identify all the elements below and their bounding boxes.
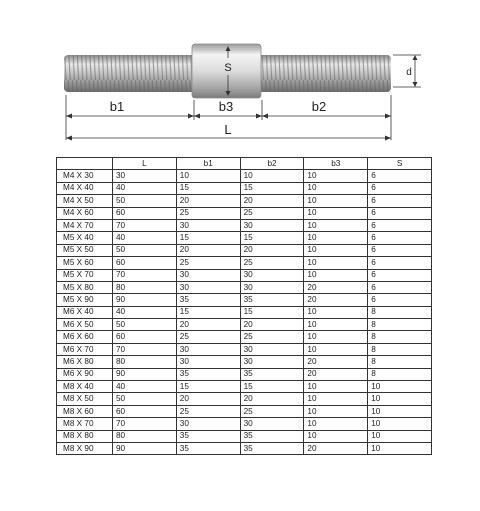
value-cell: 35 bbox=[240, 430, 304, 442]
value-cell: 25 bbox=[240, 331, 304, 343]
value-cell: 20 bbox=[304, 442, 368, 454]
value-cell: 10 bbox=[304, 331, 368, 343]
value-cell: 30 bbox=[113, 170, 177, 182]
value-cell: 40 bbox=[113, 182, 177, 194]
model-cell: M8 X 60 bbox=[57, 405, 113, 417]
value-cell: 60 bbox=[113, 207, 177, 219]
value-cell: 80 bbox=[113, 430, 177, 442]
value-cell: 25 bbox=[240, 257, 304, 269]
value-cell: 70 bbox=[113, 418, 177, 430]
value-cell: 10 bbox=[368, 430, 432, 442]
value-cell: 15 bbox=[176, 232, 240, 244]
value-cell: 90 bbox=[113, 442, 177, 454]
value-cell: 30 bbox=[176, 343, 240, 355]
value-cell: 6 bbox=[368, 294, 432, 306]
model-cell: M4 X 40 bbox=[57, 182, 113, 194]
value-cell: 30 bbox=[176, 281, 240, 293]
value-cell: 25 bbox=[240, 207, 304, 219]
value-cell: 6 bbox=[368, 182, 432, 194]
table-row bbox=[57, 381, 432, 393]
value-cell: 60 bbox=[113, 331, 177, 343]
table-row bbox=[57, 418, 432, 430]
value-cell: 70 bbox=[113, 343, 177, 355]
model-cell: M5 X 70 bbox=[57, 269, 113, 281]
segment-dimensions bbox=[66, 99, 391, 119]
value-cell: 25 bbox=[176, 405, 240, 417]
table-row bbox=[57, 331, 432, 343]
value-cell: 10 bbox=[304, 269, 368, 281]
model-cell: M6 X 40 bbox=[57, 306, 113, 318]
value-cell: 10 bbox=[176, 170, 240, 182]
value-cell: 8 bbox=[368, 343, 432, 355]
value-cell: 20 bbox=[304, 356, 368, 368]
column-header: b1 bbox=[176, 158, 240, 170]
model-cell: M6 X 80 bbox=[57, 356, 113, 368]
value-cell: 35 bbox=[240, 368, 304, 380]
value-cell: 35 bbox=[240, 294, 304, 306]
table-row bbox=[57, 182, 432, 194]
value-cell: 6 bbox=[368, 207, 432, 219]
table-row bbox=[57, 219, 432, 231]
value-cell: 6 bbox=[368, 269, 432, 281]
model-cell: M8 X 50 bbox=[57, 393, 113, 405]
value-cell: 20 bbox=[176, 244, 240, 256]
value-cell: 10 bbox=[304, 232, 368, 244]
value-cell: 10 bbox=[304, 393, 368, 405]
value-cell: 10 bbox=[304, 182, 368, 194]
table-header-row bbox=[57, 158, 432, 170]
value-cell: 35 bbox=[176, 442, 240, 454]
thread-diameter-label: d bbox=[406, 67, 412, 78]
model-cell: M6 X 50 bbox=[57, 319, 113, 331]
value-cell: 30 bbox=[240, 418, 304, 430]
value-cell: 8 bbox=[368, 306, 432, 318]
value-cell: 30 bbox=[240, 356, 304, 368]
table-row bbox=[57, 442, 432, 454]
value-cell: 10 bbox=[368, 393, 432, 405]
total-length-dimension bbox=[66, 122, 391, 141]
table-row bbox=[57, 306, 432, 318]
value-cell: 10 bbox=[304, 257, 368, 269]
value-cell: 90 bbox=[113, 294, 177, 306]
value-cell: 30 bbox=[240, 269, 304, 281]
value-cell: 60 bbox=[113, 257, 177, 269]
value-cell: 10 bbox=[240, 170, 304, 182]
value-cell: 30 bbox=[176, 418, 240, 430]
value-cell: 15 bbox=[240, 381, 304, 393]
value-cell: 10 bbox=[368, 405, 432, 417]
table-row bbox=[57, 281, 432, 293]
value-cell: 10 bbox=[368, 381, 432, 393]
value-cell: 20 bbox=[240, 319, 304, 331]
model-cell: M6 X 70 bbox=[57, 343, 113, 355]
value-cell: 30 bbox=[240, 219, 304, 231]
value-cell: 40 bbox=[113, 232, 177, 244]
value-cell: 20 bbox=[240, 244, 304, 256]
table-row bbox=[57, 368, 432, 380]
table-row bbox=[57, 244, 432, 256]
value-cell: 10 bbox=[304, 207, 368, 219]
value-cell: 6 bbox=[368, 257, 432, 269]
model-cell: M5 X 40 bbox=[57, 232, 113, 244]
value-cell: 6 bbox=[368, 281, 432, 293]
value-cell: 25 bbox=[176, 257, 240, 269]
value-cell: 30 bbox=[176, 356, 240, 368]
thread-diameter-dimension bbox=[393, 55, 421, 87]
value-cell: 10 bbox=[304, 306, 368, 318]
column-header: b3 bbox=[304, 158, 368, 170]
table-row bbox=[57, 170, 432, 182]
value-cell: 15 bbox=[176, 182, 240, 194]
total-length-label: L bbox=[224, 122, 232, 137]
column-header: b2 bbox=[240, 158, 304, 170]
value-cell: 50 bbox=[113, 244, 177, 256]
table-row bbox=[57, 269, 432, 281]
value-cell: 30 bbox=[240, 281, 304, 293]
value-cell: 10 bbox=[304, 343, 368, 355]
column-header: S bbox=[368, 158, 432, 170]
value-cell: 35 bbox=[176, 430, 240, 442]
model-cell: M5 X 90 bbox=[57, 294, 113, 306]
value-cell: 50 bbox=[113, 195, 177, 207]
model-cell: M8 X 40 bbox=[57, 381, 113, 393]
value-cell: 6 bbox=[368, 232, 432, 244]
value-cell: 20 bbox=[304, 281, 368, 293]
table-row bbox=[57, 343, 432, 355]
value-cell: 40 bbox=[113, 306, 177, 318]
model-cell: M6 X 60 bbox=[57, 331, 113, 343]
table-row bbox=[57, 356, 432, 368]
dimension-spec-table bbox=[56, 157, 432, 455]
value-cell: 10 bbox=[368, 418, 432, 430]
table-row bbox=[57, 232, 432, 244]
value-cell: 30 bbox=[176, 219, 240, 231]
value-cell: 35 bbox=[176, 368, 240, 380]
value-cell: 20 bbox=[176, 319, 240, 331]
value-cell: 10 bbox=[304, 405, 368, 417]
table-row bbox=[57, 430, 432, 442]
value-cell: 25 bbox=[176, 331, 240, 343]
model-cell: M5 X 50 bbox=[57, 244, 113, 256]
column-header: L bbox=[113, 158, 177, 170]
stud-bolt-diagram bbox=[0, 0, 480, 150]
table-row bbox=[57, 294, 432, 306]
table-row bbox=[57, 257, 432, 269]
model-cell: M5 X 80 bbox=[57, 281, 113, 293]
value-cell: 20 bbox=[304, 294, 368, 306]
value-cell: 15 bbox=[176, 306, 240, 318]
value-cell: 6 bbox=[368, 219, 432, 231]
value-cell: 10 bbox=[304, 244, 368, 256]
b3-label: b3 bbox=[218, 99, 234, 114]
value-cell: 40 bbox=[113, 381, 177, 393]
value-cell: 90 bbox=[113, 368, 177, 380]
model-cell: M4 X 60 bbox=[57, 207, 113, 219]
value-cell: 10 bbox=[368, 442, 432, 454]
value-cell: 10 bbox=[304, 418, 368, 430]
table-row bbox=[57, 393, 432, 405]
value-cell: 30 bbox=[176, 269, 240, 281]
value-cell: 20 bbox=[176, 195, 240, 207]
value-cell: 35 bbox=[240, 442, 304, 454]
table-row bbox=[57, 405, 432, 417]
value-cell: 80 bbox=[113, 356, 177, 368]
value-cell: 20 bbox=[240, 195, 304, 207]
value-cell: 10 bbox=[304, 430, 368, 442]
model-cell: M4 X 50 bbox=[57, 195, 113, 207]
value-cell: 15 bbox=[240, 182, 304, 194]
model-cell: M5 X 60 bbox=[57, 257, 113, 269]
model-cell: M8 X 70 bbox=[57, 418, 113, 430]
value-cell: 10 bbox=[304, 219, 368, 231]
table-row bbox=[57, 319, 432, 331]
value-cell: 60 bbox=[113, 405, 177, 417]
column-header bbox=[57, 158, 113, 170]
value-cell: 25 bbox=[240, 405, 304, 417]
value-cell: 6 bbox=[368, 195, 432, 207]
value-cell: 25 bbox=[176, 207, 240, 219]
right-thread bbox=[258, 55, 391, 92]
b1-label: b1 bbox=[109, 99, 125, 114]
value-cell: 80 bbox=[113, 281, 177, 293]
value-cell: 35 bbox=[176, 294, 240, 306]
hex-width-label: S bbox=[224, 62, 232, 74]
model-cell: M8 X 90 bbox=[57, 442, 113, 454]
value-cell: 15 bbox=[240, 232, 304, 244]
value-cell: 8 bbox=[368, 368, 432, 380]
model-cell: M4 X 30 bbox=[57, 170, 113, 182]
value-cell: 8 bbox=[368, 331, 432, 343]
value-cell: 10 bbox=[304, 381, 368, 393]
value-cell: 8 bbox=[368, 356, 432, 368]
value-cell: 8 bbox=[368, 319, 432, 331]
value-cell: 70 bbox=[113, 219, 177, 231]
value-cell: 70 bbox=[113, 269, 177, 281]
value-cell: 20 bbox=[240, 393, 304, 405]
table-row bbox=[57, 207, 432, 219]
value-cell: 10 bbox=[304, 319, 368, 331]
left-thread bbox=[64, 55, 195, 92]
value-cell: 20 bbox=[304, 368, 368, 380]
value-cell: 50 bbox=[113, 319, 177, 331]
value-cell: 10 bbox=[304, 170, 368, 182]
value-cell: 15 bbox=[240, 306, 304, 318]
model-cell: M4 X 70 bbox=[57, 219, 113, 231]
table-row bbox=[57, 195, 432, 207]
value-cell: 6 bbox=[368, 170, 432, 182]
value-cell: 30 bbox=[240, 343, 304, 355]
value-cell: 10 bbox=[304, 195, 368, 207]
model-cell: M8 X 80 bbox=[57, 430, 113, 442]
value-cell: 15 bbox=[176, 381, 240, 393]
value-cell: 50 bbox=[113, 393, 177, 405]
model-cell: M6 X 90 bbox=[57, 368, 113, 380]
value-cell: 6 bbox=[368, 244, 432, 256]
b2-label: b2 bbox=[311, 99, 327, 114]
value-cell: 20 bbox=[176, 393, 240, 405]
